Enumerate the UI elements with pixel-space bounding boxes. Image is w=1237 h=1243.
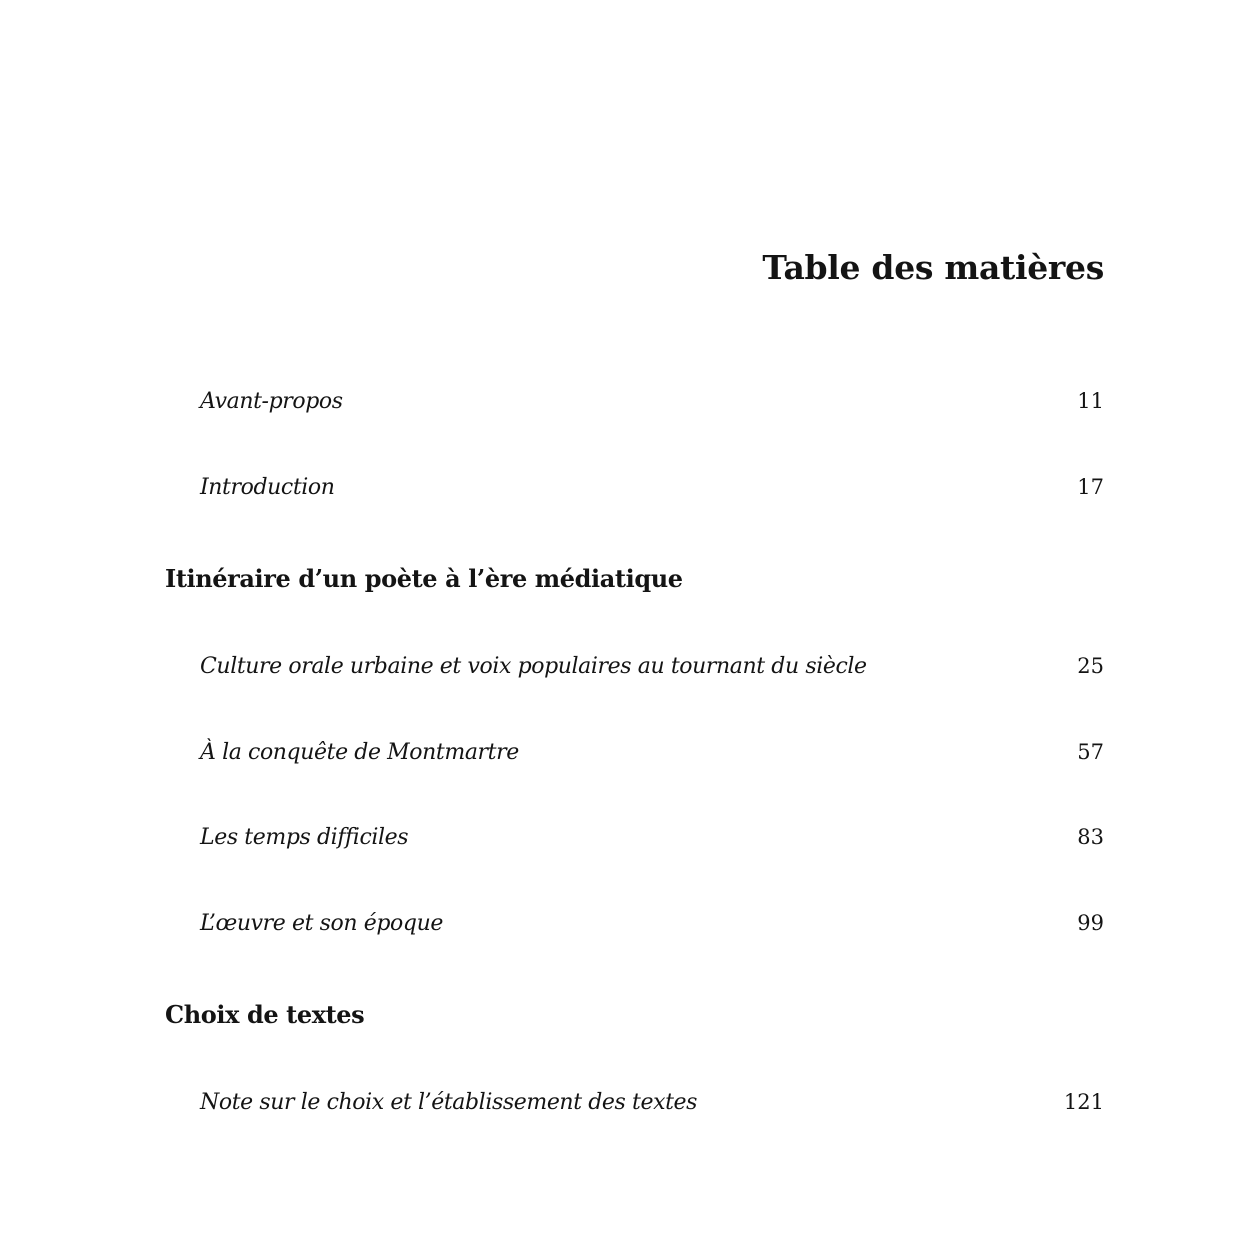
section-heading-choix-de-textes: Choix de textes [165,1000,365,1029]
toc-entry-page-number: 11 [1077,389,1104,413]
toc-entry-label: Culture orale urbaine et voix populaires au tournant du siècle [200,654,867,679]
toc-entry-note-choix[interactable] [200,1085,1104,1119]
toc-entry-label: Introduction [200,475,335,500]
section-heading-itineraire: Itinéraire d’un poète à l’ère médiatique [165,564,683,593]
toc-entry-montmartre[interactable] [200,735,1104,769]
toc-entry-page-number: 25 [1077,654,1104,678]
toc-entry-introduction[interactable] [200,470,1104,504]
toc-entry-oeuvre-epoque[interactable] [200,906,1104,940]
page-title: Table des matières [762,248,1104,287]
toc-entry-page-number: 121 [1063,1090,1104,1114]
toc-entry-temps-difficiles[interactable] [200,820,1104,854]
toc-entry-page-number: 99 [1077,911,1104,935]
toc-entry-label: Les temps difficiles [200,825,409,850]
toc-entry-label: Note sur le choix et l’établissement des textes [200,1090,698,1115]
toc-entry-culture-orale[interactable] [200,649,1104,683]
toc-entry-page-number: 83 [1077,825,1104,849]
toc-entry-page-number: 57 [1077,740,1104,764]
toc-entry-label: Avant-propos [200,389,343,414]
toc-entry-label: L’œuvre et son époque [200,911,443,936]
toc-entry-avant-propos[interactable] [200,384,1104,418]
toc-entry-page-number: 17 [1077,475,1104,499]
toc-entry-label: À la conquête de Montmartre [200,740,519,765]
